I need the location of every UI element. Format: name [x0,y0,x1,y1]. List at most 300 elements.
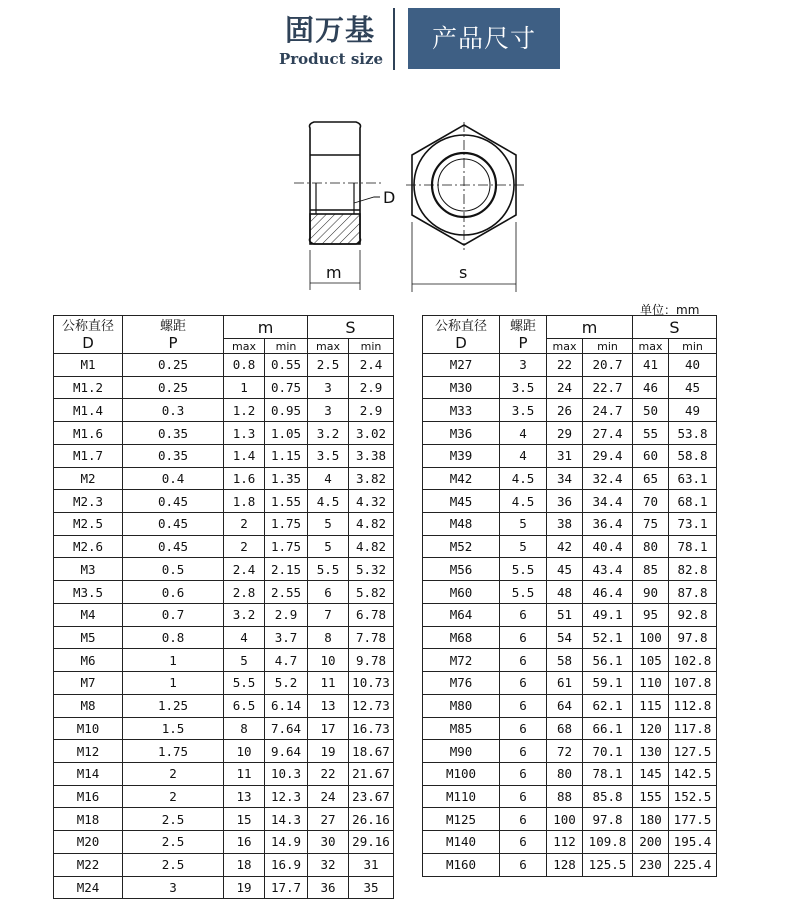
cell-m-max: 18 [224,853,265,876]
cell-s-min: 7.78 [349,626,394,649]
cell-s-min: 12.73 [349,694,394,717]
cell-m-max: 112 [547,831,583,854]
cell-pitch: 5 [500,513,547,536]
cell-s-min: 4.82 [349,513,394,536]
cell-nominal-diameter: M39 [423,444,500,467]
cell-pitch: 6 [500,649,547,672]
cell-nominal-diameter: M3.5 [54,581,123,604]
cell-s-min: 3.82 [349,467,394,490]
cell-m-max: 1.4 [224,444,265,467]
cell-nominal-diameter: M68 [423,626,500,649]
cell-s-min: 5.32 [349,558,394,581]
cell-m-min: 43.4 [583,558,633,581]
cell-pitch: 1.5 [123,717,224,740]
cell-pitch: 6 [500,831,547,854]
spec-rows-right [423,354,717,877]
cell-s-max: 3.5 [308,444,349,467]
cell-pitch: 6 [500,717,547,740]
cell-m-max: 1.8 [224,490,265,513]
cell-s-min: 195.4 [669,831,717,854]
table-row [54,513,394,536]
cell-m-min: 1.15 [265,444,308,467]
cell-m-min: 32.4 [583,467,633,490]
table-row [423,785,717,808]
cell-nominal-diameter: M20 [54,831,123,854]
cell-nominal-diameter: M1.2 [54,376,123,399]
cell-s-min: 53.8 [669,422,717,445]
cell-s-min: 9.78 [349,649,394,672]
cell-s-max: 200 [633,831,669,854]
cell-s-min: 107.8 [669,672,717,695]
cell-s-min: 29.16 [349,831,394,854]
table-row [54,853,394,876]
nominal-diameter-symbol: D [455,333,467,352]
table-row [423,535,717,558]
cell-nominal-diameter: M3 [54,558,123,581]
table-row [54,444,394,467]
cell-pitch: 6 [500,626,547,649]
cell-m-min: 56.1 [583,649,633,672]
cell-s-max: 22 [308,762,349,785]
cell-nominal-diameter: M8 [54,694,123,717]
cell-pitch: 0.7 [123,603,224,626]
table-row [423,444,717,467]
cell-pitch: 0.45 [123,513,224,536]
cell-m-max: 80 [547,762,583,785]
cell-m-max: 0.8 [224,354,265,377]
cell-nominal-diameter: M10 [54,717,123,740]
cell-pitch: 4.5 [500,467,547,490]
cell-nominal-diameter: M80 [423,694,500,717]
header-s: S [633,316,717,339]
table-row [423,762,717,785]
cell-s-max: 24 [308,785,349,808]
cell-nominal-diameter: M30 [423,376,500,399]
table-row [423,490,717,513]
cell-m-max: 58 [547,649,583,672]
cell-m-max: 2.8 [224,581,265,604]
cell-nominal-diameter: M33 [423,399,500,422]
table-row [54,876,394,899]
cell-m-max: 36 [547,490,583,513]
cell-nominal-diameter: M2.3 [54,490,123,513]
cell-nominal-diameter: M48 [423,513,500,536]
cell-m-max: 31 [547,444,583,467]
cell-m-min: 97.8 [583,808,633,831]
table-row [423,649,717,672]
header-m-max: max [547,339,583,354]
cell-s-min: 18.67 [349,740,394,763]
header-m: m [224,316,308,339]
table-row [423,831,717,854]
cell-m-max: 2 [224,535,265,558]
cell-s-max: 110 [633,672,669,695]
cell-s-max: 4.5 [308,490,349,513]
cell-pitch: 5.5 [500,581,547,604]
cell-s-max: 3 [308,399,349,422]
cell-m-max: 19 [224,876,265,899]
header-nominal-diameter [54,316,123,354]
cell-s-max: 17 [308,717,349,740]
cell-nominal-diameter: M140 [423,831,500,854]
table-row [54,740,394,763]
cell-m-max: 1.6 [224,467,265,490]
cell-nominal-diameter: M36 [423,422,500,445]
cell-m-max: 6.5 [224,694,265,717]
label-m: m [326,263,342,282]
cell-s-min: 82.8 [669,558,717,581]
cell-pitch: 2.5 [123,831,224,854]
cell-s-min: 4.32 [349,490,394,513]
cell-m-min: 27.4 [583,422,633,445]
cell-s-max: 19 [308,740,349,763]
cell-m-min: 2.55 [265,581,308,604]
cell-s-min: 16.73 [349,717,394,740]
cell-s-max: 13 [308,694,349,717]
cell-s-min: 102.8 [669,649,717,672]
table-row [423,717,717,740]
table-row [54,626,394,649]
cell-pitch: 6 [500,740,547,763]
header-m-max: max [224,339,265,354]
cell-s-min: 23.67 [349,785,394,808]
cell-nominal-diameter: M76 [423,672,500,695]
cell-nominal-diameter: M56 [423,558,500,581]
cell-s-min: 4.82 [349,535,394,558]
table-row [54,467,394,490]
cell-m-max: 22 [547,354,583,377]
cell-m-min: 62.1 [583,694,633,717]
cell-nominal-diameter: M5 [54,626,123,649]
nominal-diameter-label: 公称直径 [434,318,487,334]
cell-m-min: 22.7 [583,376,633,399]
hex-nut-drawing [286,110,546,300]
cell-m-min: 12.3 [265,785,308,808]
cell-s-max: 7 [308,603,349,626]
cell-pitch: 6 [500,603,547,626]
cell-m-min: 0.75 [265,376,308,399]
cell-m-min: 46.4 [583,581,633,604]
page-title: 产品尺寸 [408,8,560,69]
table-row [423,853,717,876]
cell-m-min: 20.7 [583,354,633,377]
cell-s-max: 115 [633,694,669,717]
table-row [54,808,394,831]
cell-s-min: 45 [669,376,717,399]
cell-s-min: 73.1 [669,513,717,536]
header-pitch [500,316,547,354]
cell-m-min: 4.7 [265,649,308,672]
cell-s-max: 50 [633,399,669,422]
cell-m-max: 24 [547,376,583,399]
cell-nominal-diameter: M16 [54,785,123,808]
cell-pitch: 6 [500,694,547,717]
cell-m-max: 15 [224,808,265,831]
cell-nominal-diameter: M42 [423,467,500,490]
cell-s-max: 8 [308,626,349,649]
cell-s-min: 63.1 [669,467,717,490]
cell-m-min: 14.9 [265,831,308,854]
cell-pitch: 1.25 [123,694,224,717]
cell-m-min: 36.4 [583,513,633,536]
table-row [423,694,717,717]
cell-s-min: 49 [669,399,717,422]
table-row [423,626,717,649]
cell-m-min: 78.1 [583,762,633,785]
cell-pitch: 5 [500,535,547,558]
table-row [54,672,394,695]
cell-pitch: 0.45 [123,490,224,513]
cell-s-max: 100 [633,626,669,649]
cell-m-max: 11 [224,762,265,785]
cell-m-min: 2.9 [265,603,308,626]
cell-nominal-diameter: M6 [54,649,123,672]
cell-m-max: 61 [547,672,583,695]
cell-pitch: 1.75 [123,740,224,763]
cell-m-min: 7.64 [265,717,308,740]
cell-s-max: 41 [633,354,669,377]
cell-s-min: 117.8 [669,717,717,740]
cell-nominal-diameter: M64 [423,603,500,626]
cell-m-max: 4 [224,626,265,649]
cell-s-min: 10.73 [349,672,394,695]
cell-s-max: 6 [308,581,349,604]
cell-m-max: 42 [547,535,583,558]
cell-s-min: 68.1 [669,490,717,513]
spec-rows-left [54,354,394,899]
cell-s-max: 95 [633,603,669,626]
cell-m-min: 1.05 [265,422,308,445]
cell-nominal-diameter: M2.6 [54,535,123,558]
cell-s-max: 46 [633,376,669,399]
cell-m-max: 29 [547,422,583,445]
header-s-min: min [349,339,394,354]
unit-label: 单位：mm [640,303,700,317]
cell-pitch: 3 [500,354,547,377]
pitch-symbol: P [168,333,178,352]
pitch-symbol: P [518,333,528,352]
table-row [423,603,717,626]
cell-m-min: 85.8 [583,785,633,808]
cell-nominal-diameter: M110 [423,785,500,808]
cell-s-min: 26.16 [349,808,394,831]
cell-s-max: 80 [633,535,669,558]
table-row [423,399,717,422]
cell-nominal-diameter: M1.7 [54,444,123,467]
cell-pitch: 4.5 [500,490,547,513]
cell-nominal-diameter: M45 [423,490,500,513]
pitch-label: 螺距 [509,318,536,334]
cell-pitch: 3 [123,876,224,899]
cell-s-max: 5 [308,513,349,536]
cell-pitch: 2 [123,785,224,808]
brand-subtitle: Product size [278,50,384,68]
cell-m-min: 1.55 [265,490,308,513]
cell-m-max: 34 [547,467,583,490]
cell-s-min: 31 [349,853,394,876]
cell-m-min: 125.5 [583,853,633,876]
table-row [54,422,394,445]
brand-name: 固万基 [284,13,375,47]
cell-s-min: 97.8 [669,626,717,649]
header-s-max: max [633,339,669,354]
cell-m-max: 1 [224,376,265,399]
cell-s-max: 11 [308,672,349,695]
cell-s-min: 3.38 [349,444,394,467]
cell-m-max: 88 [547,785,583,808]
cell-pitch: 0.45 [123,535,224,558]
cell-nominal-diameter: M60 [423,581,500,604]
cell-nominal-diameter: M4 [54,603,123,626]
cell-m-min: 6.14 [265,694,308,717]
table-row [54,649,394,672]
cell-s-max: 105 [633,649,669,672]
cell-pitch: 0.4 [123,467,224,490]
cell-m-min: 34.4 [583,490,633,513]
cell-nominal-diameter: M52 [423,535,500,558]
cell-m-max: 2 [224,513,265,536]
cell-s-min: 6.78 [349,603,394,626]
header-nominal-diameter [423,316,500,354]
cell-pitch: 0.5 [123,558,224,581]
cell-s-max: 27 [308,808,349,831]
cell-s-min: 21.67 [349,762,394,785]
cell-nominal-diameter: M14 [54,762,123,785]
cell-pitch: 2.5 [123,853,224,876]
cell-s-min: 152.5 [669,785,717,808]
cell-nominal-diameter: M100 [423,762,500,785]
cell-pitch: 6 [500,853,547,876]
cell-nominal-diameter: M12 [54,740,123,763]
cell-m-min: 52.1 [583,626,633,649]
cell-pitch: 4 [500,444,547,467]
cell-m-min: 49.1 [583,603,633,626]
cell-nominal-diameter: M72 [423,649,500,672]
cell-s-max: 3.2 [308,422,349,445]
cell-m-max: 45 [547,558,583,581]
header-s-max: max [308,339,349,354]
cell-nominal-diameter: M22 [54,853,123,876]
table-row [54,581,394,604]
cell-m-max: 1.2 [224,399,265,422]
cell-pitch: 3.5 [500,399,547,422]
cell-s-min: 3.02 [349,422,394,445]
table-row [54,694,394,717]
cell-nominal-diameter: M90 [423,740,500,763]
table-row [423,740,717,763]
cell-nominal-diameter: M27 [423,354,500,377]
table-row [423,354,717,377]
cell-m-min: 70.1 [583,740,633,763]
cell-pitch: 0.25 [123,376,224,399]
header-m: m [547,316,633,339]
cell-s-max: 230 [633,853,669,876]
cell-s-max: 75 [633,513,669,536]
cell-s-max: 145 [633,762,669,785]
cell-m-min: 10.3 [265,762,308,785]
pitch-label: 螺距 [159,318,186,334]
cell-m-max: 3.2 [224,603,265,626]
cell-pitch: 1 [123,649,224,672]
table-row [54,399,394,422]
cell-m-max: 2.4 [224,558,265,581]
cell-pitch: 5.5 [500,558,547,581]
cell-m-min: 0.95 [265,399,308,422]
table-row [54,717,394,740]
header-pitch [123,316,224,354]
table-row [54,762,394,785]
cell-m-max: 16 [224,831,265,854]
cell-m-max: 8 [224,717,265,740]
cell-s-min: 177.5 [669,808,717,831]
cell-s-min: 78.1 [669,535,717,558]
cell-nominal-diameter: M18 [54,808,123,831]
header-divider [393,8,395,70]
cell-nominal-diameter: M125 [423,808,500,831]
cell-nominal-diameter: M160 [423,853,500,876]
cell-s-min: 87.8 [669,581,717,604]
cell-s-max: 155 [633,785,669,808]
cell-s-max: 60 [633,444,669,467]
cell-m-min: 2.15 [265,558,308,581]
cell-pitch: 0.6 [123,581,224,604]
cell-s-min: 2.9 [349,376,394,399]
cell-m-max: 1.3 [224,422,265,445]
cell-nominal-diameter: M7 [54,672,123,695]
cell-m-min: 14.3 [265,808,308,831]
cell-m-min: 17.7 [265,876,308,899]
cell-nominal-diameter: M1.6 [54,422,123,445]
table-row [423,808,717,831]
cell-s-min: 142.5 [669,762,717,785]
cell-nominal-diameter: M2 [54,467,123,490]
header-s-min: min [669,339,717,354]
label-s: s [459,263,468,282]
table-row [423,376,717,399]
cell-s-max: 5 [308,535,349,558]
cell-s-max: 90 [633,581,669,604]
cell-nominal-diameter: M24 [54,876,123,899]
cell-s-max: 65 [633,467,669,490]
spec-table-right [422,315,717,877]
header-s: S [308,316,394,339]
header-m-min: min [265,339,308,354]
cell-s-max: 4 [308,467,349,490]
cell-s-max: 55 [633,422,669,445]
cell-s-min: 225.4 [669,853,717,876]
cell-m-min: 24.7 [583,399,633,422]
cell-m-min: 3.7 [265,626,308,649]
table-row [423,581,717,604]
table-row [54,558,394,581]
nominal-diameter-symbol: D [82,333,94,352]
cell-s-min: 58.8 [669,444,717,467]
table-row [54,535,394,558]
table-row [423,672,717,695]
cell-s-min: 92.8 [669,603,717,626]
cell-m-max: 128 [547,853,583,876]
cell-pitch: 0.25 [123,354,224,377]
cell-s-max: 5.5 [308,558,349,581]
cell-pitch: 4 [500,422,547,445]
cell-pitch: 0.3 [123,399,224,422]
cell-m-max: 100 [547,808,583,831]
cell-s-max: 120 [633,717,669,740]
cell-s-max: 2.5 [308,354,349,377]
cell-nominal-diameter: M1 [54,354,123,377]
table-row [54,354,394,377]
spec-table-left [53,315,394,899]
